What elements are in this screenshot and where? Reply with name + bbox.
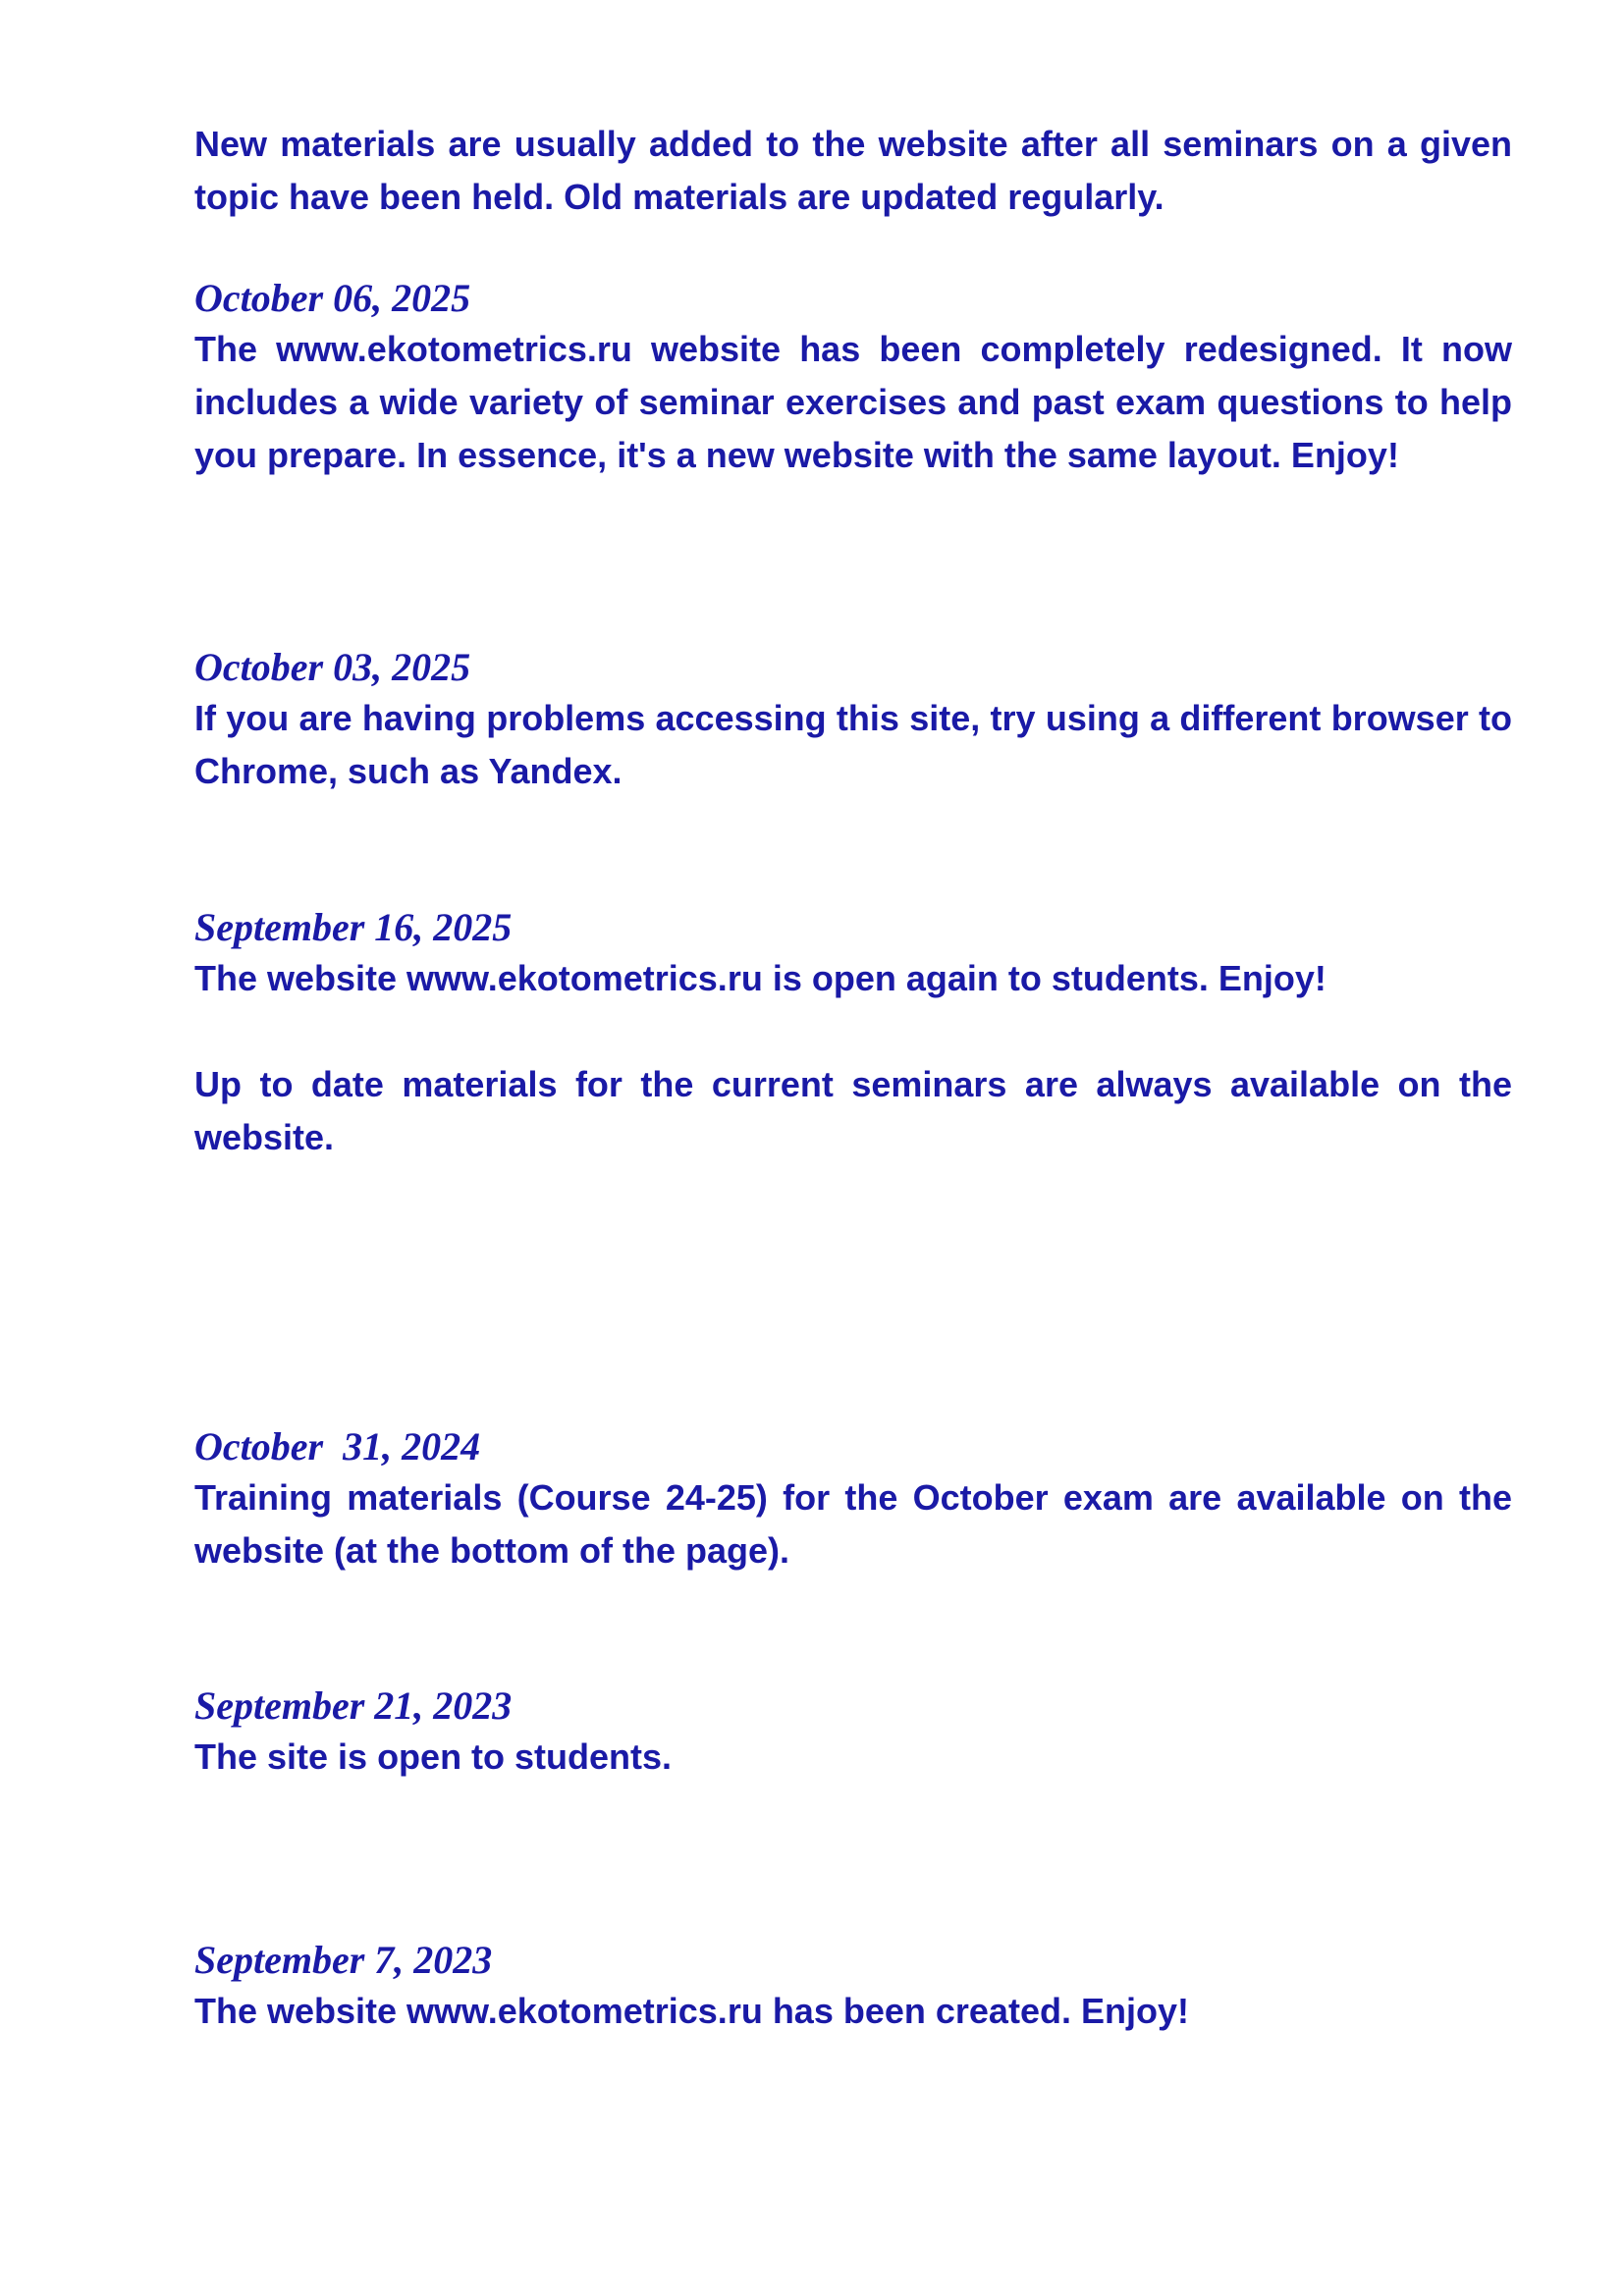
entry-text: Training materials (Course 24-25) for the October exam are available on the website (at the bottom of the page). xyxy=(194,1477,1512,1571)
news-entry xyxy=(194,274,1512,482)
entry-text: The website www.ekotometrics.ru has been created. Enjoy! xyxy=(194,1991,1189,2031)
entry-date: October 31, 2024 xyxy=(194,1424,481,1468)
entry-date: September 7, 2023 xyxy=(194,1938,493,1982)
entry-text: The website www.ekotometrics.ru is open again to students. Enjoy! xyxy=(194,958,1326,998)
entry-date: October 03, 2025 xyxy=(194,645,471,689)
news-entry xyxy=(194,903,1512,1164)
news-entry xyxy=(194,1422,1512,1577)
news-entry xyxy=(194,643,1512,798)
entry-date: September 21, 2023 xyxy=(194,1683,513,1728)
entry-text: The site is open to students. xyxy=(194,1736,673,1777)
entry-date: September 16, 2025 xyxy=(194,905,513,949)
intro-text: New materials are usually added to the website after all seminars on a given topic have been held. Old materials are updated regularly. xyxy=(194,124,1512,217)
intro-section xyxy=(194,118,1512,224)
news-entry xyxy=(194,1936,1512,2038)
entry-text: The www.ekotometrics.ru website has been completely redesigned. It now includes a wide variety of seminar exercises and past exam questions to help you prepare. In essence, it's a new website with the same layout. Enjoy! xyxy=(194,329,1512,475)
news-entry xyxy=(194,1682,1512,1784)
entry-date: October 06, 2025 xyxy=(194,276,471,320)
entry-text: If you are having problems accessing this site, try using a different browser to Chrome, such as Yandex. xyxy=(194,698,1512,791)
entry-text-secondary: Up to date materials for the current seminars are always available on the website. xyxy=(194,1064,1512,1157)
